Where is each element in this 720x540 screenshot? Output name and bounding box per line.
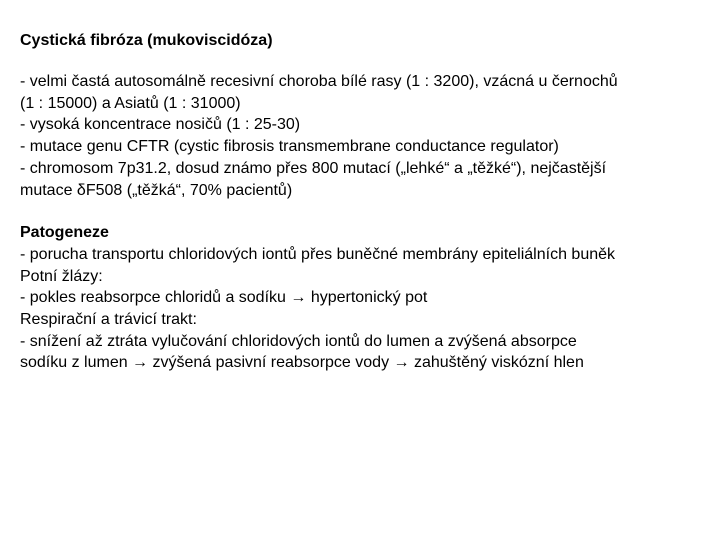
intro-line: - velmi častá autosomálně recesivní choroba bílé rasy (1 : 3200), vzácná u černochů bbox=[20, 73, 618, 90]
intro-line: - vysoká koncentrace nosičů (1 : 25-30) bbox=[20, 116, 301, 134]
intro-line: - chromosom 7p31.2, dosud známo přes 800 mutací („lehké“ a „těžké“), nejčastější bbox=[20, 159, 607, 177]
slide-content bbox=[20, 30, 710, 374]
pathogenesis-section bbox=[20, 222, 710, 374]
pathogenesis-line: Potní žlázy: bbox=[20, 267, 103, 285]
pathogenesis-line: sodíku z lumen → zvýšená pasivní reabsorpce vody → zahuštěný viskózní hlen bbox=[20, 354, 584, 372]
pathogenesis-heading: Patogeneze bbox=[20, 224, 109, 242]
slide-title: Cystická fibróza (mukoviscidóza) bbox=[20, 32, 273, 49]
pathogenesis-line: - porucha transportu chloridových iontů přes buněčné membrány epiteliálních buněk bbox=[20, 245, 616, 263]
intro-line: mutace δF508 („těžká“, 70% pacientů) bbox=[20, 181, 293, 199]
intro-line: - mutace genu CFTR (cystic fibrosis transmembrane conductance regulator) bbox=[20, 138, 559, 156]
intro-paragraph bbox=[20, 71, 710, 201]
pathogenesis-line: - snížení až ztráta vylučování chloridových iontů do lumen a zvýšená absorpce bbox=[20, 332, 577, 350]
intro-line: (1 : 15000) a Asiatů (1 : 31000) bbox=[20, 94, 241, 112]
pathogenesis-line: Respirační a trávicí trakt: bbox=[20, 311, 197, 329]
pathogenesis-line: - pokles reabsorpce chloridů a sodíku → hypertonický pot bbox=[20, 289, 428, 307]
